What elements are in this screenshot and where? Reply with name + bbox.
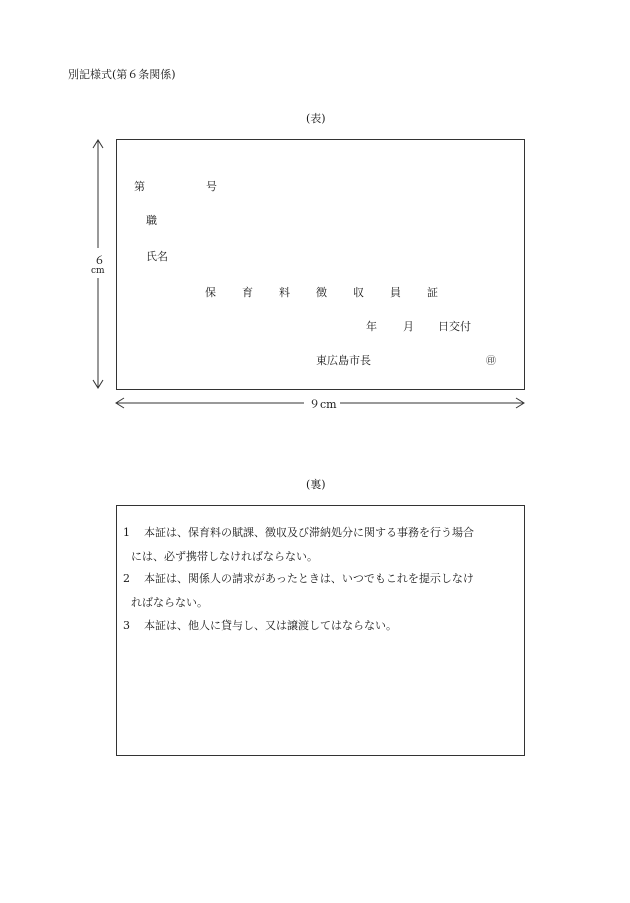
width-label: ９cm [309, 398, 337, 411]
card-title-char: 料 [279, 286, 290, 299]
date-year: 年 [366, 320, 377, 333]
item-number: 3 [123, 619, 130, 632]
item-number: 2 [123, 572, 130, 585]
back-item-2 [123, 567, 523, 591]
name-label: 氏名 [146, 250, 168, 263]
back-caption: (裏) [306, 478, 326, 491]
item-number: 1 [123, 526, 130, 539]
back-item-1 [123, 521, 523, 545]
card-title-char: 育 [242, 286, 253, 299]
card-title [205, 284, 464, 300]
card-title-char: 員 [390, 286, 401, 299]
item-text: 本証は、関係人の請求があったときは、いつでもこれを提示しなけ [144, 572, 474, 585]
height-number: ６ [94, 254, 105, 267]
back-item-3 [123, 614, 523, 638]
seal-mark: ㊞ [486, 356, 496, 367]
card-title-char: 徴 [316, 286, 327, 299]
height-unit: cm [91, 266, 105, 276]
date-month: 月 [403, 320, 414, 333]
item-text: 本証は、保育料の賦課、徴収及び滞納処分に関する事務を行う場合 [144, 526, 474, 539]
number-prefix: 第 [134, 180, 145, 193]
card-title-char: 保 [205, 286, 216, 299]
back-item-2-cont: ればならない。 [131, 596, 208, 609]
number-suffix: 号 [206, 180, 217, 193]
issuer-name: 東広島市長 [316, 354, 371, 367]
date-day: 日交付 [438, 320, 471, 333]
back-item-1-cont: には、必ず携帯しなければならない。 [131, 550, 318, 563]
card-title-char: 証 [427, 286, 438, 299]
position-label: 職 [146, 214, 157, 227]
card-title-char: 収 [353, 286, 364, 299]
front-caption: (表) [306, 112, 326, 125]
form-heading: 別記様式(第６条関係) [68, 68, 176, 81]
item-text: 本証は、他人に貸与し、又は譲渡してはならない。 [144, 619, 397, 632]
